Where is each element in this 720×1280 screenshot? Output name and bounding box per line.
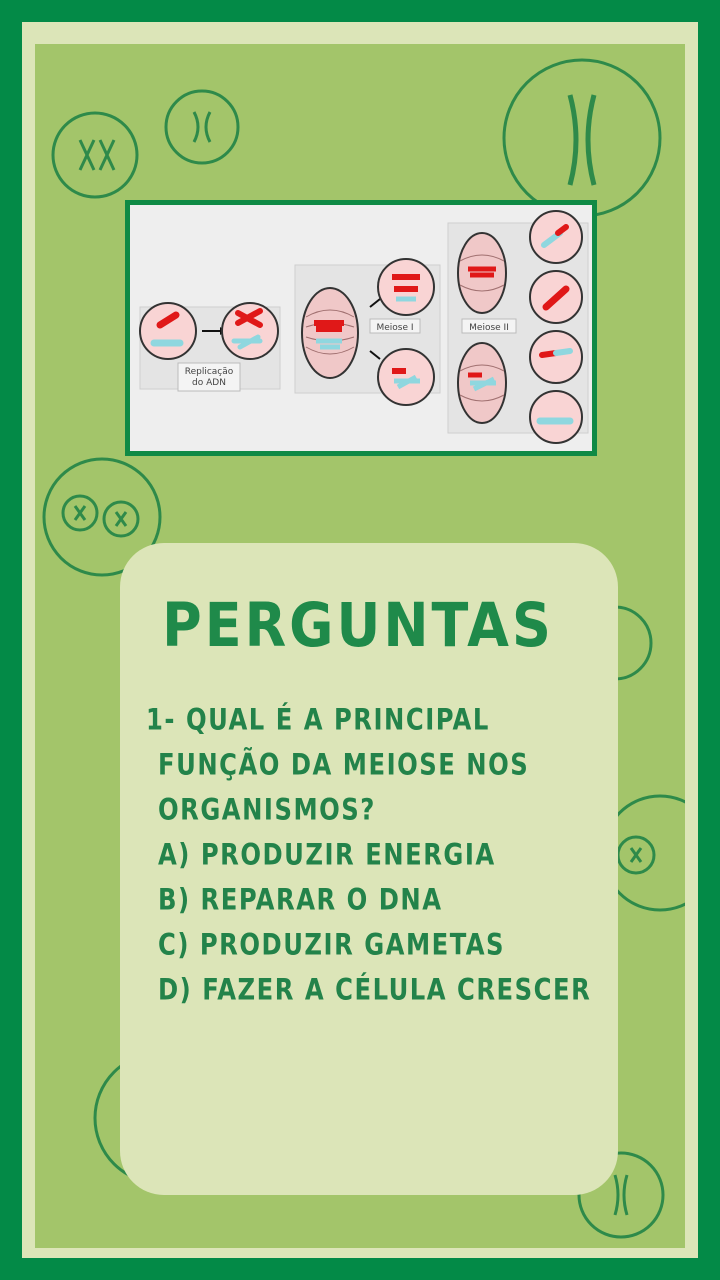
replication-label-2: do ADN xyxy=(192,378,226,388)
question-line-1: 1- QUAL É A PRINCIPAL xyxy=(146,703,490,738)
meiosis-1-label: Meiose I xyxy=(376,323,414,333)
xx-chromosome-icon xyxy=(80,140,114,170)
cell-icon xyxy=(140,303,196,359)
cell-circle-icon xyxy=(504,60,660,216)
cell-circle-icon xyxy=(166,91,238,163)
cell-icon xyxy=(378,349,434,405)
x-chromosome-icon xyxy=(570,95,594,185)
cell-icon xyxy=(222,303,278,359)
question-line-3: ORGANISMOS? xyxy=(158,793,376,828)
meiosis-diagram xyxy=(125,200,597,456)
cell-icon xyxy=(530,391,582,443)
meiosis-diagram-illustration xyxy=(130,205,592,451)
x-chromosome-icon xyxy=(615,1175,627,1215)
answer-option-d: D) FAZER A CÉLULA CRESCER xyxy=(158,973,592,1008)
cell-circle-icon xyxy=(53,113,137,197)
page-title: PERGUNTAS xyxy=(162,590,554,661)
question-line-2: FUNÇÃO DA MEIOSE NOS xyxy=(158,748,530,783)
dividing-cell-icon xyxy=(302,288,358,378)
cell-icon xyxy=(530,331,582,383)
x-chromosome-icon xyxy=(194,112,210,142)
replication-label: Replicação xyxy=(184,367,234,377)
meiosis-2-label: Meiose II xyxy=(469,323,509,333)
answer-option-b: B) REPARAR O DNA xyxy=(158,883,443,918)
answer-option-a: A) PRODUZIR ENERGIA xyxy=(158,838,496,873)
answer-option-c: C) PRODUZIR GAMETAS xyxy=(158,928,506,963)
